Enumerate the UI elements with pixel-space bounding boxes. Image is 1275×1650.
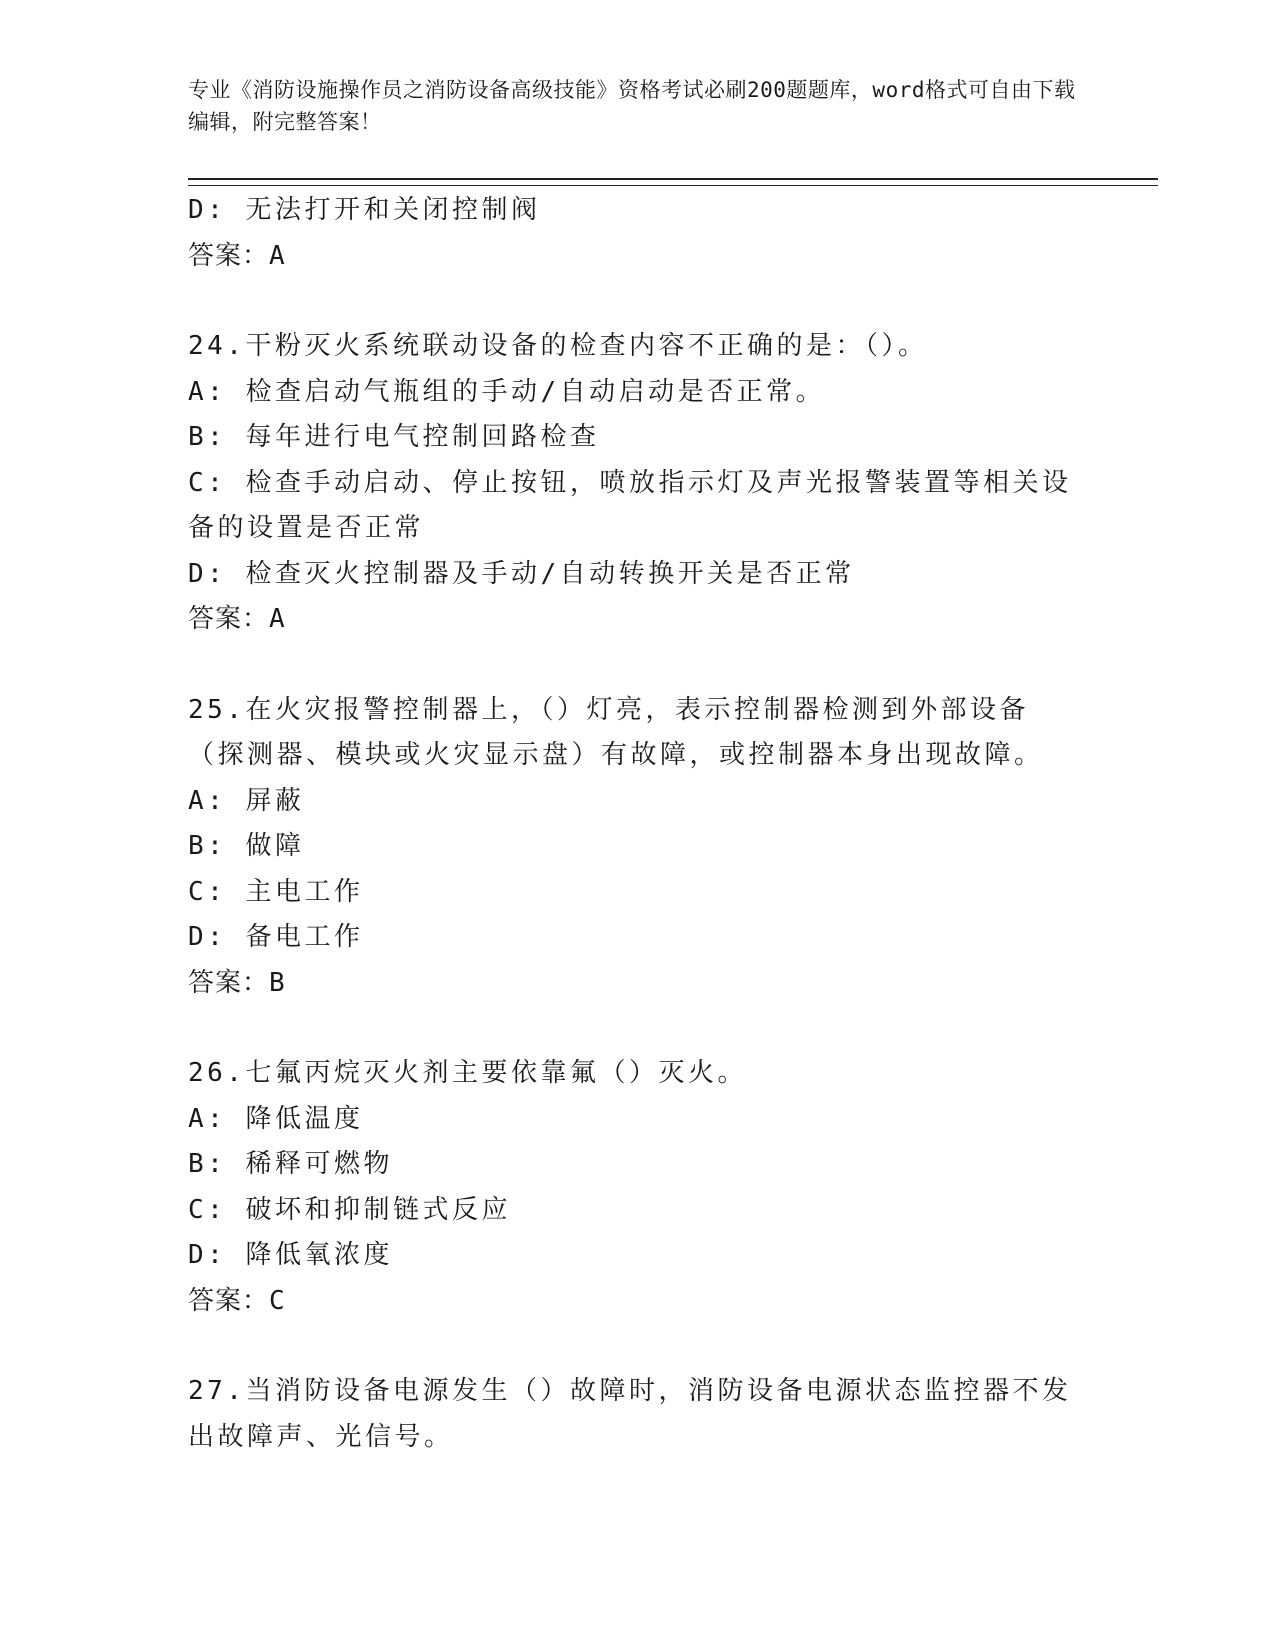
question-stem: 24.干粉灭火系统联动设备的检查内容不正确的是：（）。 xyxy=(188,331,928,361)
option-b: B: 做障 xyxy=(188,831,305,861)
answer-value: B xyxy=(269,967,286,998)
answer-line xyxy=(188,1279,1078,1325)
spacer xyxy=(188,643,1078,688)
spacer xyxy=(188,1006,1078,1051)
option-c: C: 主电工作 xyxy=(188,876,364,907)
option-a: A: 降低温度 xyxy=(188,1103,364,1134)
spacer xyxy=(188,1324,1078,1369)
option-d: D: 备电工作 xyxy=(188,922,364,952)
option-b: B: 稀释可燃物 xyxy=(188,1149,393,1179)
spacer xyxy=(188,279,1078,324)
option-d: D: 检查灭火控制器及手动/自动转换开关是否正常 xyxy=(188,558,855,589)
question-stem: 25.在火灾报警控制器上，（）灯亮，表示控制器检测到外部设备（探测器、模块或火灾显示盘）有故障，或控制器本身出现故障。 xyxy=(188,694,1044,770)
option-c: C: 检查手动启动、停止按钮，喷放指示灯及声光报警装置等相关设备的设置是否正常 xyxy=(188,467,1072,543)
answer-line xyxy=(188,597,1078,643)
option-b: B: 每年进行电气控制回路检查 xyxy=(188,422,600,452)
option-d: D: 无法打开和关闭控制阀 xyxy=(188,195,541,225)
question-block xyxy=(188,324,1078,643)
header-divider xyxy=(188,178,1158,186)
option-d: D: 降低氧浓度 xyxy=(188,1240,393,1270)
answer-line xyxy=(188,234,1078,280)
answer-label: 答案： xyxy=(188,1285,270,1316)
answer-label: 答案： xyxy=(188,967,270,998)
answer-label: 答案： xyxy=(188,240,270,271)
answer-value: A xyxy=(269,240,286,271)
question-block xyxy=(188,1051,1078,1324)
document-header: 专业《消防设施操作员之消防设备高级技能》资格考试必刷200题题库，word格式可自由下载编辑，附完整答案！ xyxy=(188,78,1076,134)
question-block xyxy=(188,1369,1078,1460)
question-block xyxy=(188,688,1078,1007)
answer-line xyxy=(188,961,1078,1007)
question-stem: 26.七氟丙烷灭火剂主要依靠氟（）灭火。 xyxy=(188,1058,747,1088)
question-stem: 27.当消防设备电源发生（）故障时，消防设备电源状态监控器不发出故障声、光信号。 xyxy=(188,1376,1072,1452)
answer-value: A xyxy=(269,604,286,634)
option-a: A: 检查启动气瓶组的手动/自动启动是否正常。 xyxy=(188,376,826,407)
document-body xyxy=(188,188,1078,1460)
answer-value: C xyxy=(269,1285,286,1316)
answer-label: 答案： xyxy=(188,604,270,634)
option-c: C: 破坏和抑制链式反应 xyxy=(188,1194,511,1225)
option-a: A: 屏蔽 xyxy=(188,785,305,816)
